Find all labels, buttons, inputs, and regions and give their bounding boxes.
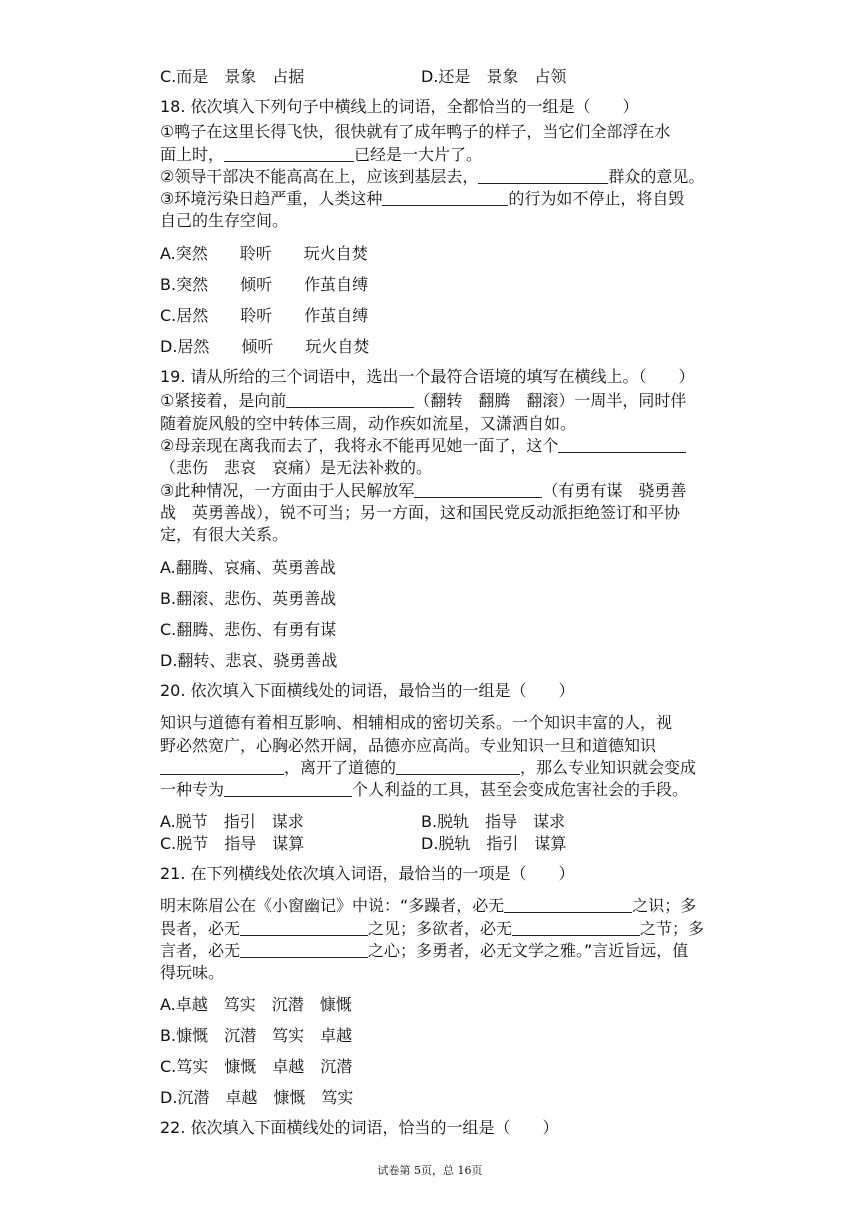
blank <box>504 896 632 913</box>
blank <box>512 919 640 936</box>
blank <box>382 189 508 206</box>
q21-passage-3: 言者，必无 之心；多勇者，必无文学之雅。”言近旨远，值 <box>160 941 689 960</box>
q20-passage-4: 一种专为 个人利益的工具，甚至会变成危害社会的手段。 <box>160 780 689 799</box>
q18-sentence-3b: 自己的生存空间。 <box>160 211 289 230</box>
blank <box>558 436 686 453</box>
q19-option-c: C.翻腾、悲伤、有勇有谋 <box>160 620 337 639</box>
q19-sentence-3b: 战 英勇善战），锐不可当；另一方面，这和国民党反动派拒绝签订和平协 <box>160 503 681 522</box>
q21-option-d: D.沉潜 卓越 慷慨 笃实 <box>160 1088 354 1107</box>
q19-sentence-3c: 定，有很大关系。 <box>160 525 289 544</box>
blank <box>414 481 542 498</box>
q20-option-c: C.脱节 指导 谋算 <box>160 834 305 853</box>
q20-option-a: A.脱节 指引 谋求 <box>160 812 304 831</box>
q18-option-b: B.突然 倾听 作茧自缚 <box>160 275 369 294</box>
q22-stem: 22. 依次填入下面横线处的词语，恰当的一组是（ ） <box>160 1118 559 1137</box>
q20-option-b: B.脱轨 指导 谋求 <box>421 812 566 831</box>
q19-sentence-1b: 随着旋风般的空中转体三周，动作疾如流星，又潇洒自如。 <box>160 414 577 433</box>
q21-passage-2: 畏者，必无 之见；多欲者，必无 之节；多 <box>160 919 705 938</box>
q19-option-b: B.翻滚、悲伤、英勇善战 <box>160 589 337 608</box>
q20-passage-1: 知识与道德有着相互影响、相辅相成的密切关系。一个知识丰富的人，视 <box>160 713 673 732</box>
blank <box>160 758 284 775</box>
q20-option-d: D.脱轨 指引 谋算 <box>421 834 567 853</box>
q18-sentence-2: ②领导干部决不能高高在上，应该到基层去， 群众的意见。 <box>160 167 705 186</box>
q19-option-a: A.翻腾、哀痛、英勇善战 <box>160 558 336 577</box>
q19-stem: 19. 请从所给的三个词语中，选出一个最符合语境的填写在横线上。（ ） <box>160 367 695 386</box>
q18-sentence-1a: ①鸭子在这里长得飞快，很快就有了成年鸭子的样子，当它们全部浮在水 <box>160 122 671 141</box>
q19-sentence-2a: ②母亲现在离我而去了，我将永不能再见她一面了，这个 <box>160 435 686 457</box>
q21-stem: 21. 在下列横线处依次填入词语，最恰当的一项是（ ） <box>160 864 575 883</box>
q18-sentence-1b: 面上时， 已经是一大片了。 <box>160 145 483 164</box>
q17-option-d: D.还是 景象 占领 <box>421 67 567 86</box>
blank <box>240 941 368 958</box>
blank <box>478 167 608 184</box>
q18-option-c: C.居然 聆听 作茧自缚 <box>160 306 369 325</box>
blank <box>240 919 368 936</box>
q19-sentence-2b: （悲伤 悲哀 哀痛）是无法补救的。 <box>160 458 433 477</box>
q20-passage-3: ，离开了道德的 ，那么专业知识就会变成 <box>160 757 696 779</box>
q21-option-a: A.卓越 笃实 沉潜 慷慨 <box>160 995 352 1014</box>
q21-option-b: B.慷慨 沉潜 笃实 卓越 <box>160 1026 353 1045</box>
q21-option-c: C.笃实 慷慨 卓越 沉潜 <box>160 1057 353 1076</box>
q18-option-d: D.居然 倾听 玩火自焚 <box>160 337 370 356</box>
q20-passage-2: 野必然宽广，心胸必然开阔，品德亦应高尚。专业知识一旦和道德知识 <box>160 736 657 755</box>
q21-passage-4: 得玩味。 <box>160 963 225 982</box>
q17-option-c: C.而是 景象 占据 <box>160 67 305 86</box>
q18-stem: 18. 依次填入下列句子中横线上的词语，全都恰当的一组是（ ） <box>160 97 639 116</box>
q19-option-d: D.翻转、悲哀、骁勇善战 <box>160 651 338 670</box>
q18-sentence-3a: ③环境污染日趋严重，人类这种 的行为如不停止，将自毁 <box>160 189 685 208</box>
blank <box>224 780 352 797</box>
q20-stem: 20. 依次填入下面横线处的词语，最恰当的一组是（ ） <box>160 681 575 700</box>
q18-option-a: A.突然 聆听 玩火自焚 <box>160 244 368 263</box>
page-footer: 试卷第 5页，总 16页 <box>377 1164 483 1177</box>
q19-sentence-3a: ③此种情况，一方面由于人民解放军 （有勇有谋 骁勇善 <box>160 481 687 500</box>
blank <box>286 391 414 408</box>
blank <box>224 145 354 162</box>
blank <box>396 758 520 775</box>
q21-passage-1: 明末陈眉公在《小窗幽记》中说：“多躁者，必无 之识；多 <box>160 896 697 915</box>
q19-sentence-1a: ①紧接着，是向前 （翻转 翻腾 翻滚）一周半，同时伴 <box>160 391 687 410</box>
